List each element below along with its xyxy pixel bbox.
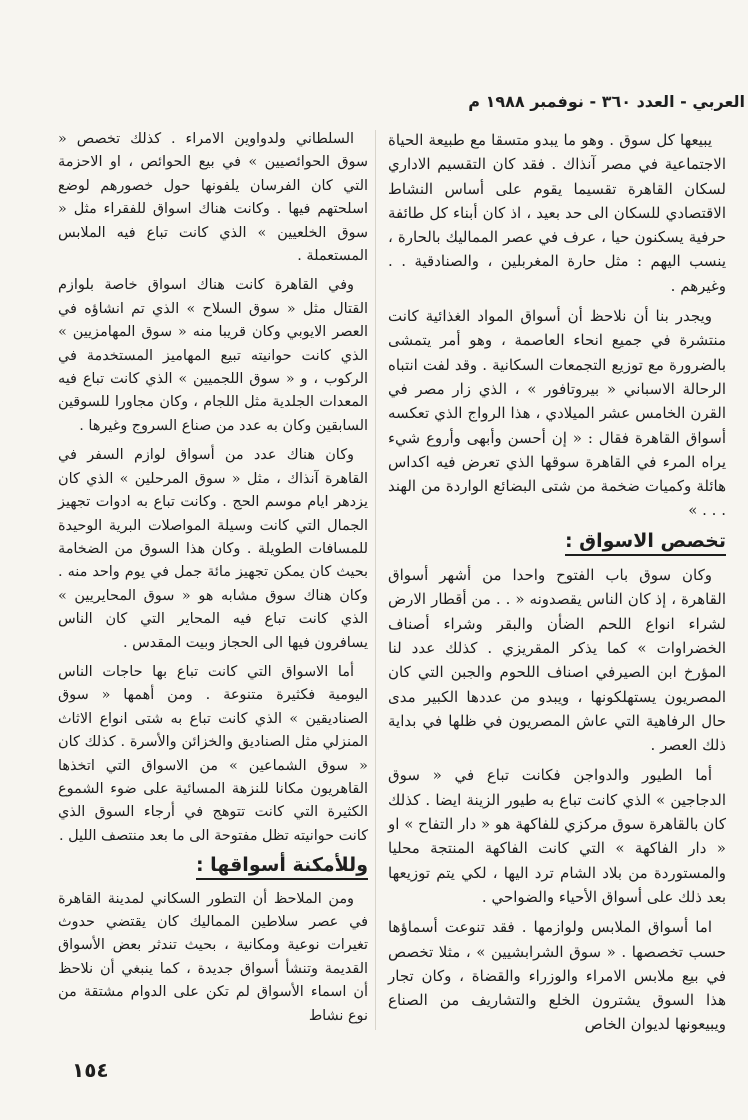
page-number: ١٥٤	[72, 1058, 109, 1082]
paragraph: أما الاسواق التي كانت تباع بها حاجات الناس اليومية فكثيرة متنوعة . ومن أهمها « سوق الصناديقين » الذي كانت تباع به شتى انواع الاثاث المنزلي مثل الصناديق والخزائن والأسرة . كذلك كان « سوق الشماعين » من الاسواق التي اتخذها القاهريون مكانا للنزهة المسائية على ضوء الشموع الكثيرة التي كانت تتوهج في أرجاء السوق الذي كانت حوانيته تظل مفتوحة الى ما بعد منتصف الليل .	[58, 663, 368, 844]
paragraph: يبيعها كل سوق . وهو ما يبدو متسقا مع طبيعة الحياة الاجتماعية في مصر آنذاك . فقد كان التقسيم الاداري لسكان القاهرة تقسيما يقوم على أساس النشاط الاقتصادي للسكان الى حد بعيد ، اذ كان أبناء كل طائفة حرفية يسكنون حيا ، عرف في عصر المماليك بالحارة ، ينسب اليهم : مثل حارة المغربلين ، والصنادقية . . وغيرهم .	[388, 131, 726, 295]
section-heading-text: وللأمكنة أسواقها :	[196, 854, 368, 880]
paragraph: وكان هناك عدد من أسواق لوازم السفر في القاهرة آنذاك ، مثل « سوق المرحلين » الذي كان يزدهر ايام موسم الحج . وكانت تباع به ادوات تجهيز الجمال التي كانت وسيلة المواصلات البرية الوحيدة للمسافات الطويلة . وكان هذا السوق من الضخامة بحيث كان يمكن تجهيز مائة جمل في يوم واحد منه . وكان هناك سوق مشابه هو « سوق المحايريين » الذي كانت تباع فيه المحاير التي كان الناس يسافرون فيها الى الحجاز وبيت المقدس .	[58, 447, 368, 651]
paragraph: وفي القاهرة كانت هناك اسواق خاصة بلوازم القتال مثل « سوق السلاح » الذي تم انشاؤه في العصر الايوبي وكان قريبا منه « سوق المهامزيين » الذي كانت حوانيته تبيع المهاميز المستخدمة في الركوب ، و « سوق اللجميين » الذي كانت تباع فيه المعدات الجلدية مثل اللجام ، وكان مجاورا للسوقين السابقين وكان به عدد من صناع السروج وغيرها .	[58, 277, 368, 434]
paragraph: السلطاني ولدواوين الامراء . كذلك تخصص « سوق الحوائصيين » في بيع الحوائص ، او الاحزمة التي كان الفرسان يلفونها حول خصورهم لوضع اسلحتهم فيها . وكانت هناك اسواق للفقراء مثل « سوق الخلعيين » الذي كانت تباع فيه الملابس المستعملة .	[58, 131, 368, 265]
column-divider	[375, 130, 376, 1030]
paragraph: وكان سوق باب الفتوح واحدا من أشهر أسواق القاهرة ، إذ كان الناس يقصدونه « . . من أقطار الارض لشراء انواع اللحم الضأن والبقر وشراء أصناف الخضراوات » كما يذكر المقريزي . كذلك عدد لنا المؤرخ ابن الصيرفي اصناف اللحوم والجبن التي كان المصريون يستهلكونها ، ويبدو من عددها الكبير مدى حال الرفاهية التي عاش المصريون في ظلها في بداية ذلك العصر .	[388, 566, 726, 755]
section-heading	[58, 854, 368, 877]
paragraph: اما أسواق الملابس ولوازمها . فقد تنوعت أسماؤها حسب تخصصها . « سوق الشرابشيين » ، مثلا تخصص في بيع ملابس الامراء والوزراء والقضاة ، وكان تجار هذا السوق يشترون الخلع والتشاريف من الصناع ويبيعونها لديوان الخاص	[388, 918, 726, 1034]
left-column	[58, 128, 368, 1034]
right-column	[388, 128, 726, 1043]
section-heading	[388, 529, 726, 553]
running-header: العربي - العدد ٣٦٠ - نوفمبر ١٩٨٨ م	[468, 92, 745, 111]
paragraph: ويجدر بنا أن نلاحظ أن أسواق المواد الغذائية كانت منتشرة في جميع انحاء العاصمة ، وهو أمر يتمشى بالضرورة مع توزيع التجمعات السكانية . وقد لفت انتباه الرحالة الاسباني « بيروتافور » ، الذي زار مصر في القرن الخامس عشر الميلادي ، هذا الرواج الذي تعكسه أسواق القاهرة فقال : « إن أحسن وأبهى وأروع شيء يراه المرء في القاهرة سوقها الذي تعرض فيه اكداس هائلة وكميات ضخمة من شتى البضائع الواردة من الهند . . . »	[388, 307, 726, 520]
paragraph: ومن الملاحظ أن التطور السكاني لمدينة القاهرة في عصر سلاطين المماليك كان يقتضي حدوث تغيرات نوعية ومكانية ، بحيث تندثر بعض الأسواق القديمة وتنشأ أسواق جديدة ، كما ينبغي أن نلاحظ أن اسماء الأسواق لم تكن على الدوام مشتقة من نوع نشاط	[58, 890, 368, 1024]
paragraph: أما الطيور والدواجن فكانت تباع في « سوق الدجاجين » الذي كانت تباع به طيور الزينة ايضا . كذلك كان بالقاهرة سوق مركزي للفاكهة هو « دار التفاح » او « دار الفاكهة » التي كانت الفاكهة المنتجة محليا والمستوردة من بلاد الشام ترد اليها ، لكي يتم توزيعها بعد ذلك على أسواق الأحياء والضواحي .	[388, 766, 726, 906]
section-heading-text: تخصص الاسواق :	[565, 530, 726, 556]
